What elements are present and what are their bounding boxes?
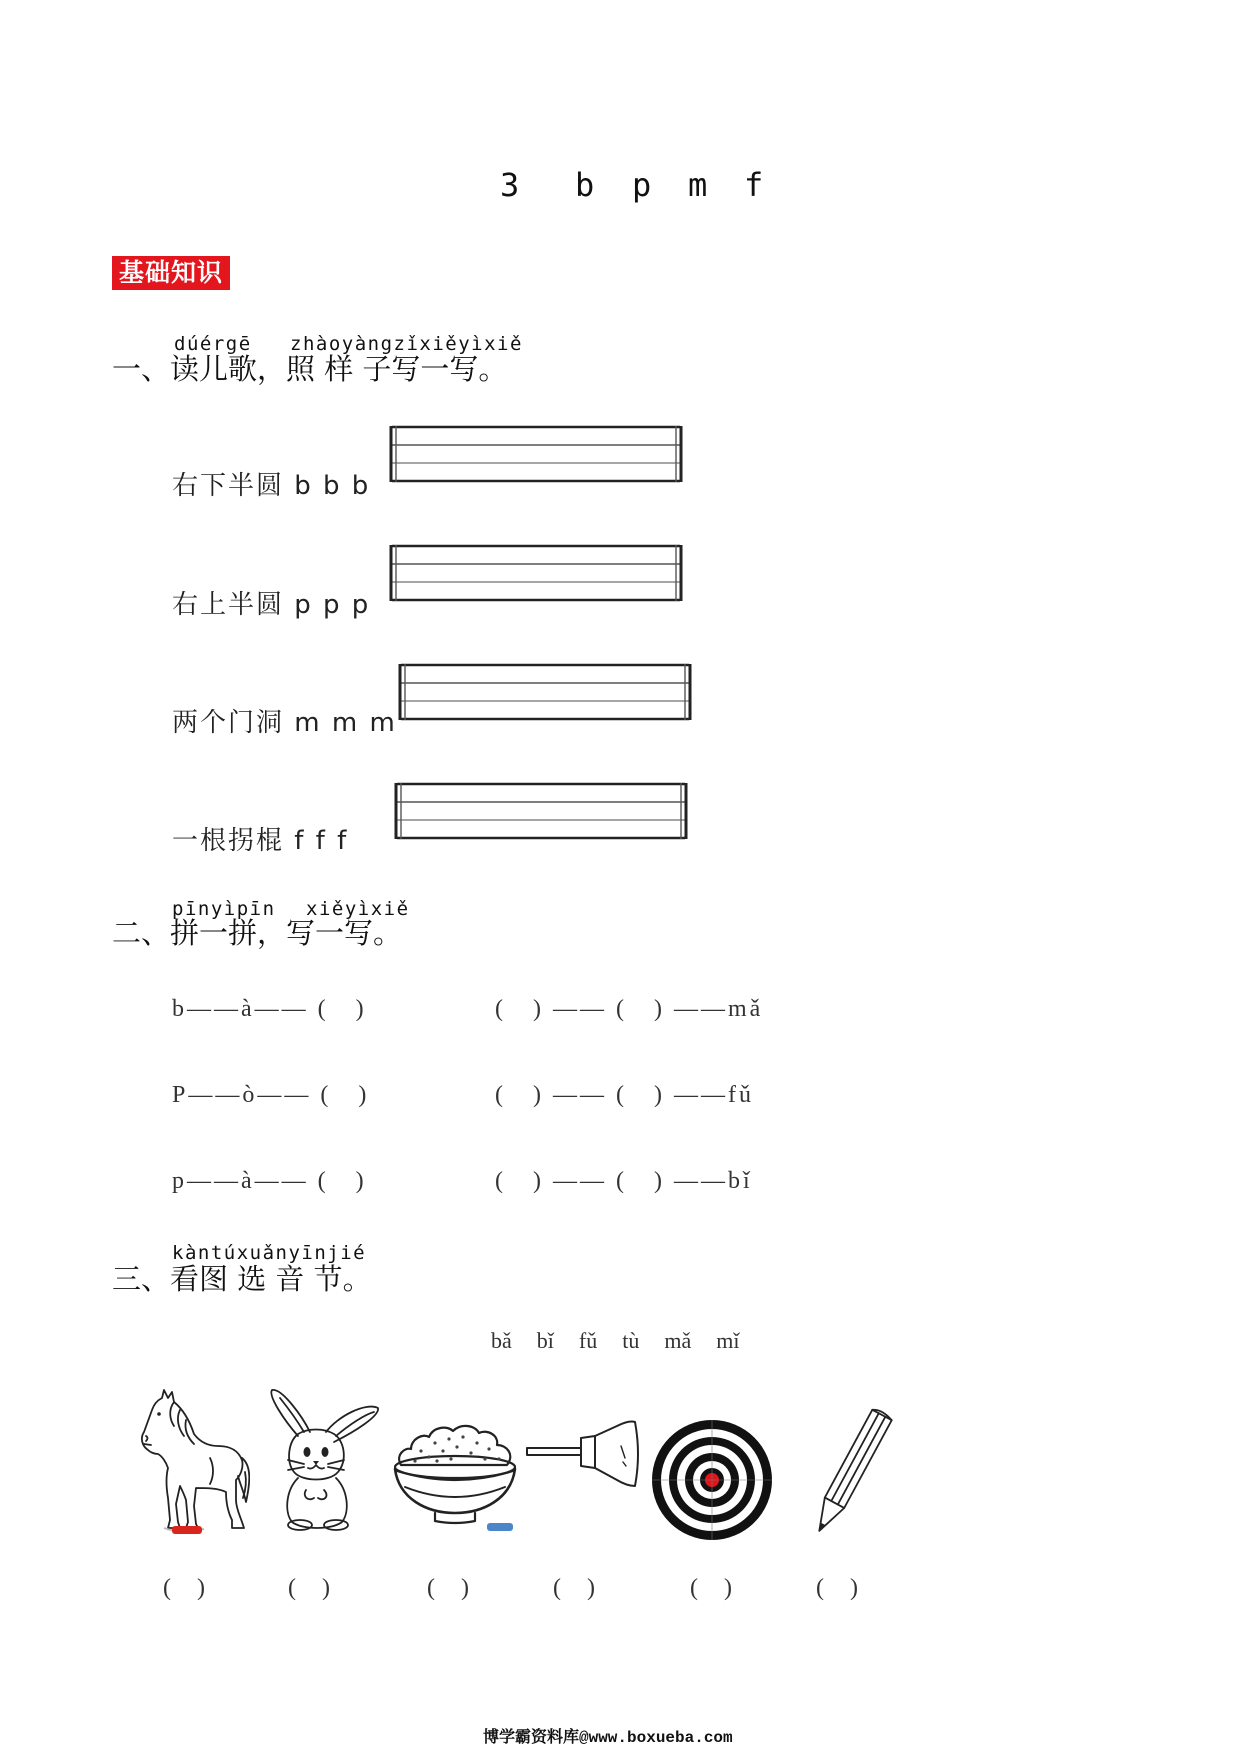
four-line-grid-icon [393,782,689,840]
watermark-logo [172,1526,202,1534]
spell-exercise-left: b——à—— ( ) [172,996,367,1022]
syllable-option: bǎ [491,1328,512,1353]
four-line-grid-icon [397,663,693,721]
answer-blank: ( ) [288,1575,332,1601]
heading-pinyin: kàntúxuǎnyīnjié [172,1242,367,1264]
answer-blank: ( ) [690,1575,734,1601]
answer-blank: ( ) [427,1575,471,1601]
syllable-option: mǐ [716,1328,740,1353]
rhyme-line: 两个门洞 m m m [172,708,397,738]
heading-pinyin: dúérgē [174,333,252,355]
rhyme-line: 右下半圆 b b b [172,471,371,501]
title-letter: b [575,166,595,204]
lesson-number: 3 [500,166,520,204]
horse-icon [118,1388,250,1534]
watermark-logo [487,1523,513,1531]
spell-exercise-right: ( ) —— ( ) ——mǎ [495,996,764,1022]
spell-exercise-left: p——à—— ( ) [172,1168,367,1194]
section-heading: 二、拼一拼，写一写。 [112,916,403,950]
rhyme-line: 右上半圆 p p p [172,590,371,620]
title-letter: p [632,166,652,204]
rabbit-icon [258,1386,382,1532]
syllable-option: tù [622,1328,640,1353]
syllable-option: bǐ [536,1328,554,1353]
rice-bowl-icon [391,1403,519,1527]
syllable-option: fǔ [578,1328,598,1353]
axe-icon [525,1418,655,1490]
title-letter: f [744,166,764,204]
pencil-icon [812,1405,896,1539]
four-line-grid-icon [388,544,684,602]
footer-source: 博学霸资料库@www.boxueba.com [483,1729,733,1747]
syllable-options [491,1330,739,1352]
heading-pinyin: pīnyìpīn [172,898,276,920]
title-letter: m [688,166,708,204]
spell-exercise-right: ( ) —— ( ) ——fǔ [495,1082,754,1108]
section-heading: 一、读儿歌，照 样 子写一写。 [112,352,508,386]
answer-blank: ( ) [816,1575,860,1601]
section-badge: 基础知识 [112,256,230,290]
spell-exercise-right: ( ) —— ( ) ——bǐ [495,1168,753,1194]
syllable-option: mǎ [664,1328,692,1353]
heading-pinyin: xiěyìxiě [306,898,410,920]
answer-blank: ( ) [163,1575,207,1601]
answer-blank: ( ) [553,1575,597,1601]
spell-exercise-left: P——ò—— ( ) [172,1082,370,1108]
section-heading: 三、看图 选 音 节。 [112,1262,372,1296]
target-icon [650,1418,774,1542]
rhyme-line: 一根拐棍 f f f [172,826,349,856]
four-line-grid-icon [388,425,684,483]
heading-pinyin: zhàoyàngzǐxiěyìxiě [290,333,523,355]
